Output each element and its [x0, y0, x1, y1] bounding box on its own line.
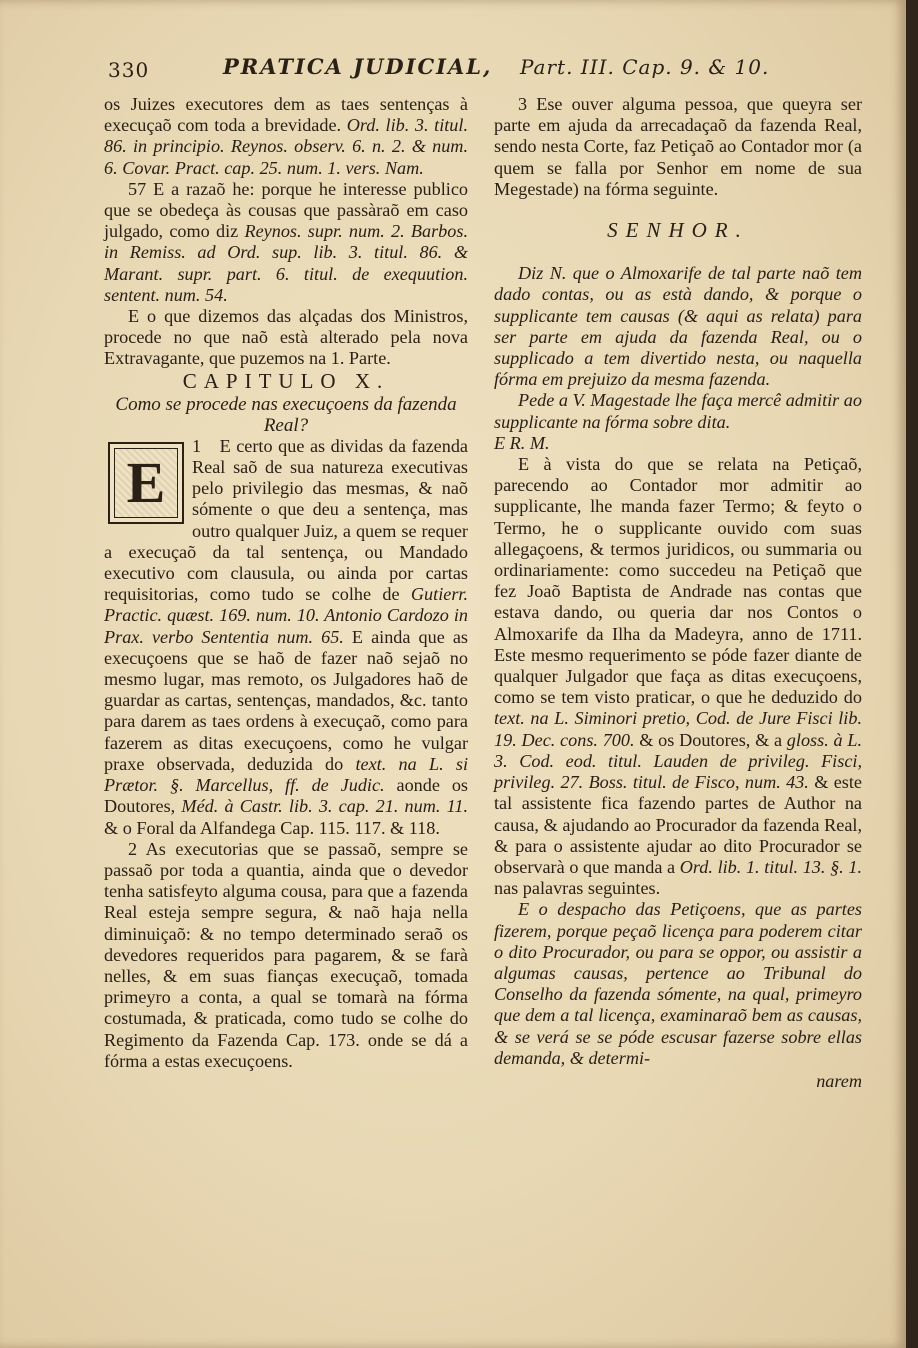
citation: text. na L. Siminori pretio, Cod. de Jure Fisci lib. 19. Dec. cons. 700. — [494, 708, 862, 750]
left-paragraph-chapter-2: 2 As executorias que se passaõ, sempre se passaõ por toda a quantia, ainda que o devedor tenha satisfeyto alguma cousa, para que a fazenda Real esteja sempre segura, & naõ haja nella diminuiçaõ: & no tempo determinado seraõ os devedores requeridos para pagarem, & se farà nelles, & em suas fianças execuçaõ, tomada primeyro a conta, a qual se tomarà na fórma costumada, & praticada, como tudo se colhe do Regimento da Fazenda Cap. 173. onde se dá a fórma a estas execuçoens. — [104, 838, 469, 1071]
petition-text: Diz N. que o Almoxarife de tal parte naõ tem dado contas, ou as està dando, & porque o supplicante tem causas (& aqui as relata) para ser parte em ajuda da fazenda Real, ou o supplicado a tem divertido nesta, ou naquella fórma em prejuizo da mesma fazenda. — [494, 263, 862, 390]
paragraph-number: 1 — [192, 435, 202, 456]
left-column — [104, 94, 468, 1072]
chapter-subtitle: Como se procede nas execuçoens da fazenda Real? — [115, 393, 457, 436]
right-column — [494, 94, 862, 1092]
right-paragraph-main: E à vista do que se relata na Petiçaõ, parecendo ao Contador mor admitir ao supplicante, lhe manda fazer Termo; & feyto o Termo, he o supplicante ouvido com suas allegaçoens, & termos juridicos, ou summaria ou ordinariamente: como succedeu na Petiçaõ que fez Joaõ Baptista de Andrade nas contas que estava dando, ou queria dar nos Contos o Almoxarife da Ilha da Madeyra, anno de 1711. Este mesmo requerimento se póde fazer diante de qualquer Julgador que faça as ditas execuçoens, como se tem visto praticar, o que he deduzido do text. na L. Siminori pretio, Cod. de Jure Fisci lib. 19. Dec. cons. 700. & os Doutores, & a gloss. à L. 3. Cod. eod. titul. Lauden de privileg. Fisci, privileg. 27. Boss. titul. de Fisco, num. 43. & este tal assistente fica fazendo partes de Author na causa, & ajudando ao Procurador da fazenda Real, & para o assistente ajudar ao dito Procurador se observarà o que manda a Ord. lib. 1. titul. 13. §. 1. nas palavras seguintes. — [494, 454, 862, 899]
citation: Ord. lib. 3. titul. 86. in principio. Reynos. observ. 6. n. 2. & num. 6. Covar. Pract. cap. 25. num. 1. vers. Nam. — [104, 115, 469, 178]
petition-request: Pede a V. Magestade lhe faça mercê admitir ao supplicante na fórma sobre dita. — [494, 390, 862, 432]
left-paragraph-3: E o que dizemos das alçadas dos Ministros, procede no que naõ està alterado pela nova Extravagante, que puzemos na 1. Parte. — [104, 306, 468, 369]
citation: Gutierr. Practic. quæst. 169. num. 10. Antonio Cardozo in Prax. verbo Sententia num. 65. — [104, 584, 469, 647]
salutation-heading: SENHOR. — [607, 218, 749, 243]
right-paragraph-3: 3 Ese ouver alguma pessoa, que queyra ser parte em ajuda da arrecadaçaõ da fazenda Real, sendo nesta Corte, faz Petiçaõ ao Contador mor (a quem se falla por Senhor em nome de sua Megestade) na fórma seguinte. — [494, 94, 863, 199]
left-paragraph-chapter-1: 1 E E certo que as dividas da fazenda Real saõ de sua natureza executivas pelo privilegio das mesmas, & naõ sómente o que deu a sentença, mas outro qualquer Juiz, a quem se requer a execuçaõ da tal sentença, ou Mandado executivo com clausula, ou ainda por cartas requisitorias, como tudo se colhe de Gutierr. Practic. quæst. 169. num. 10. Antonio Cardozo in Prax. verbo Sententia num. 65. E ainda que as execuçoens que se haõ de fazer naõ sejaõ no mesmo lugar, mas remoto, os Julgadores haõ de guardar as cartas, sentenças, mandados, &c. tanto para darem as taes ordens à execuçaõ, como para fazerem as ditas execuçoens, como he vulgar praxe observada, deduzida do text. na L. si Prætor. §. Marcellus, ff. de Judic. aonde os Doutores, Méd. à Castr. lib. 3. cap. 21. num. 11. & o Foral da Alfandega Cap. 115. 117. & 118. — [104, 435, 469, 838]
citation: Méd. à Castr. lib. 3. cap. 21. num. 11. — [181, 796, 468, 817]
left-paragraph-57: 57 E a razaõ he: porque he interesse publico que se obedeça às cousas que passàraõ em caso julgado, como diz Reynos. supr. num. 2. Barbos. in Remiss. ad Ord. sup. lib. 3. titul. 86. & Marant. supr. part. 6. titul. de exequution. sentent. num. 54. — [104, 178, 469, 305]
citation: gloss. à L. 3. Cod. eod. titul. Lauden de privileg. Fisci, privileg. 27. Boss. titul. de Fisco, num. 43. — [494, 729, 862, 793]
paragraph-number: 3 — [518, 94, 528, 114]
decorated-initial — [108, 442, 184, 524]
initial-letter: E — [114, 448, 178, 518]
citation: Reynos. supr. num. 2. Barbos. in Remiss. ad Ord. sup. lib. 3. titul. 86. & Marant. supr. part. 6. titul. de exequution. sentent. num. 54. — [104, 221, 468, 305]
ordinance-quote: E o despacho das Petiçoens, que as partes fizerem, porque peçaõ licença para poderem citar o dito Procurador, ou para se oppor, ou assistir a algumas causas, pertence ao Tribunal do Conselho da fazenda sómente, na qual, primeyro que dem a tal licença, examinaraõ bem as causas, & se verá se se póde escusar fazerse sobre ellas demanda, & determi- — [494, 899, 862, 1068]
running-part: Part. III. Cap. 9. & 10. — [520, 55, 770, 79]
chapter-heading: CAPITULO X. — [182, 368, 390, 393]
paragraph-number: 2 — [128, 838, 138, 859]
running-title: PRATICA JUDICIAL, — [223, 54, 493, 79]
petition-closing: E R. M. — [494, 432, 550, 453]
catchword: narem — [816, 1070, 862, 1091]
page-number: 330 — [108, 58, 150, 82]
citation: text. na L. si Prætor. §. Marcellus, ff. de Judic. — [104, 753, 468, 796]
left-paragraph-1: os Juizes executores dem as taes sentenças à execuçaõ com toda a brevidade. Ord. lib. 3. titul. 86. in principio. Reynos. observ. 6. n. 2. & num. 6. Covar. Pract. cap. 25. num. 1. vers. Nam. — [104, 94, 469, 178]
citation: Ord. lib. 1. titul. 13. §. 1. — [679, 856, 862, 877]
paragraph-number: 57 — [128, 178, 147, 199]
